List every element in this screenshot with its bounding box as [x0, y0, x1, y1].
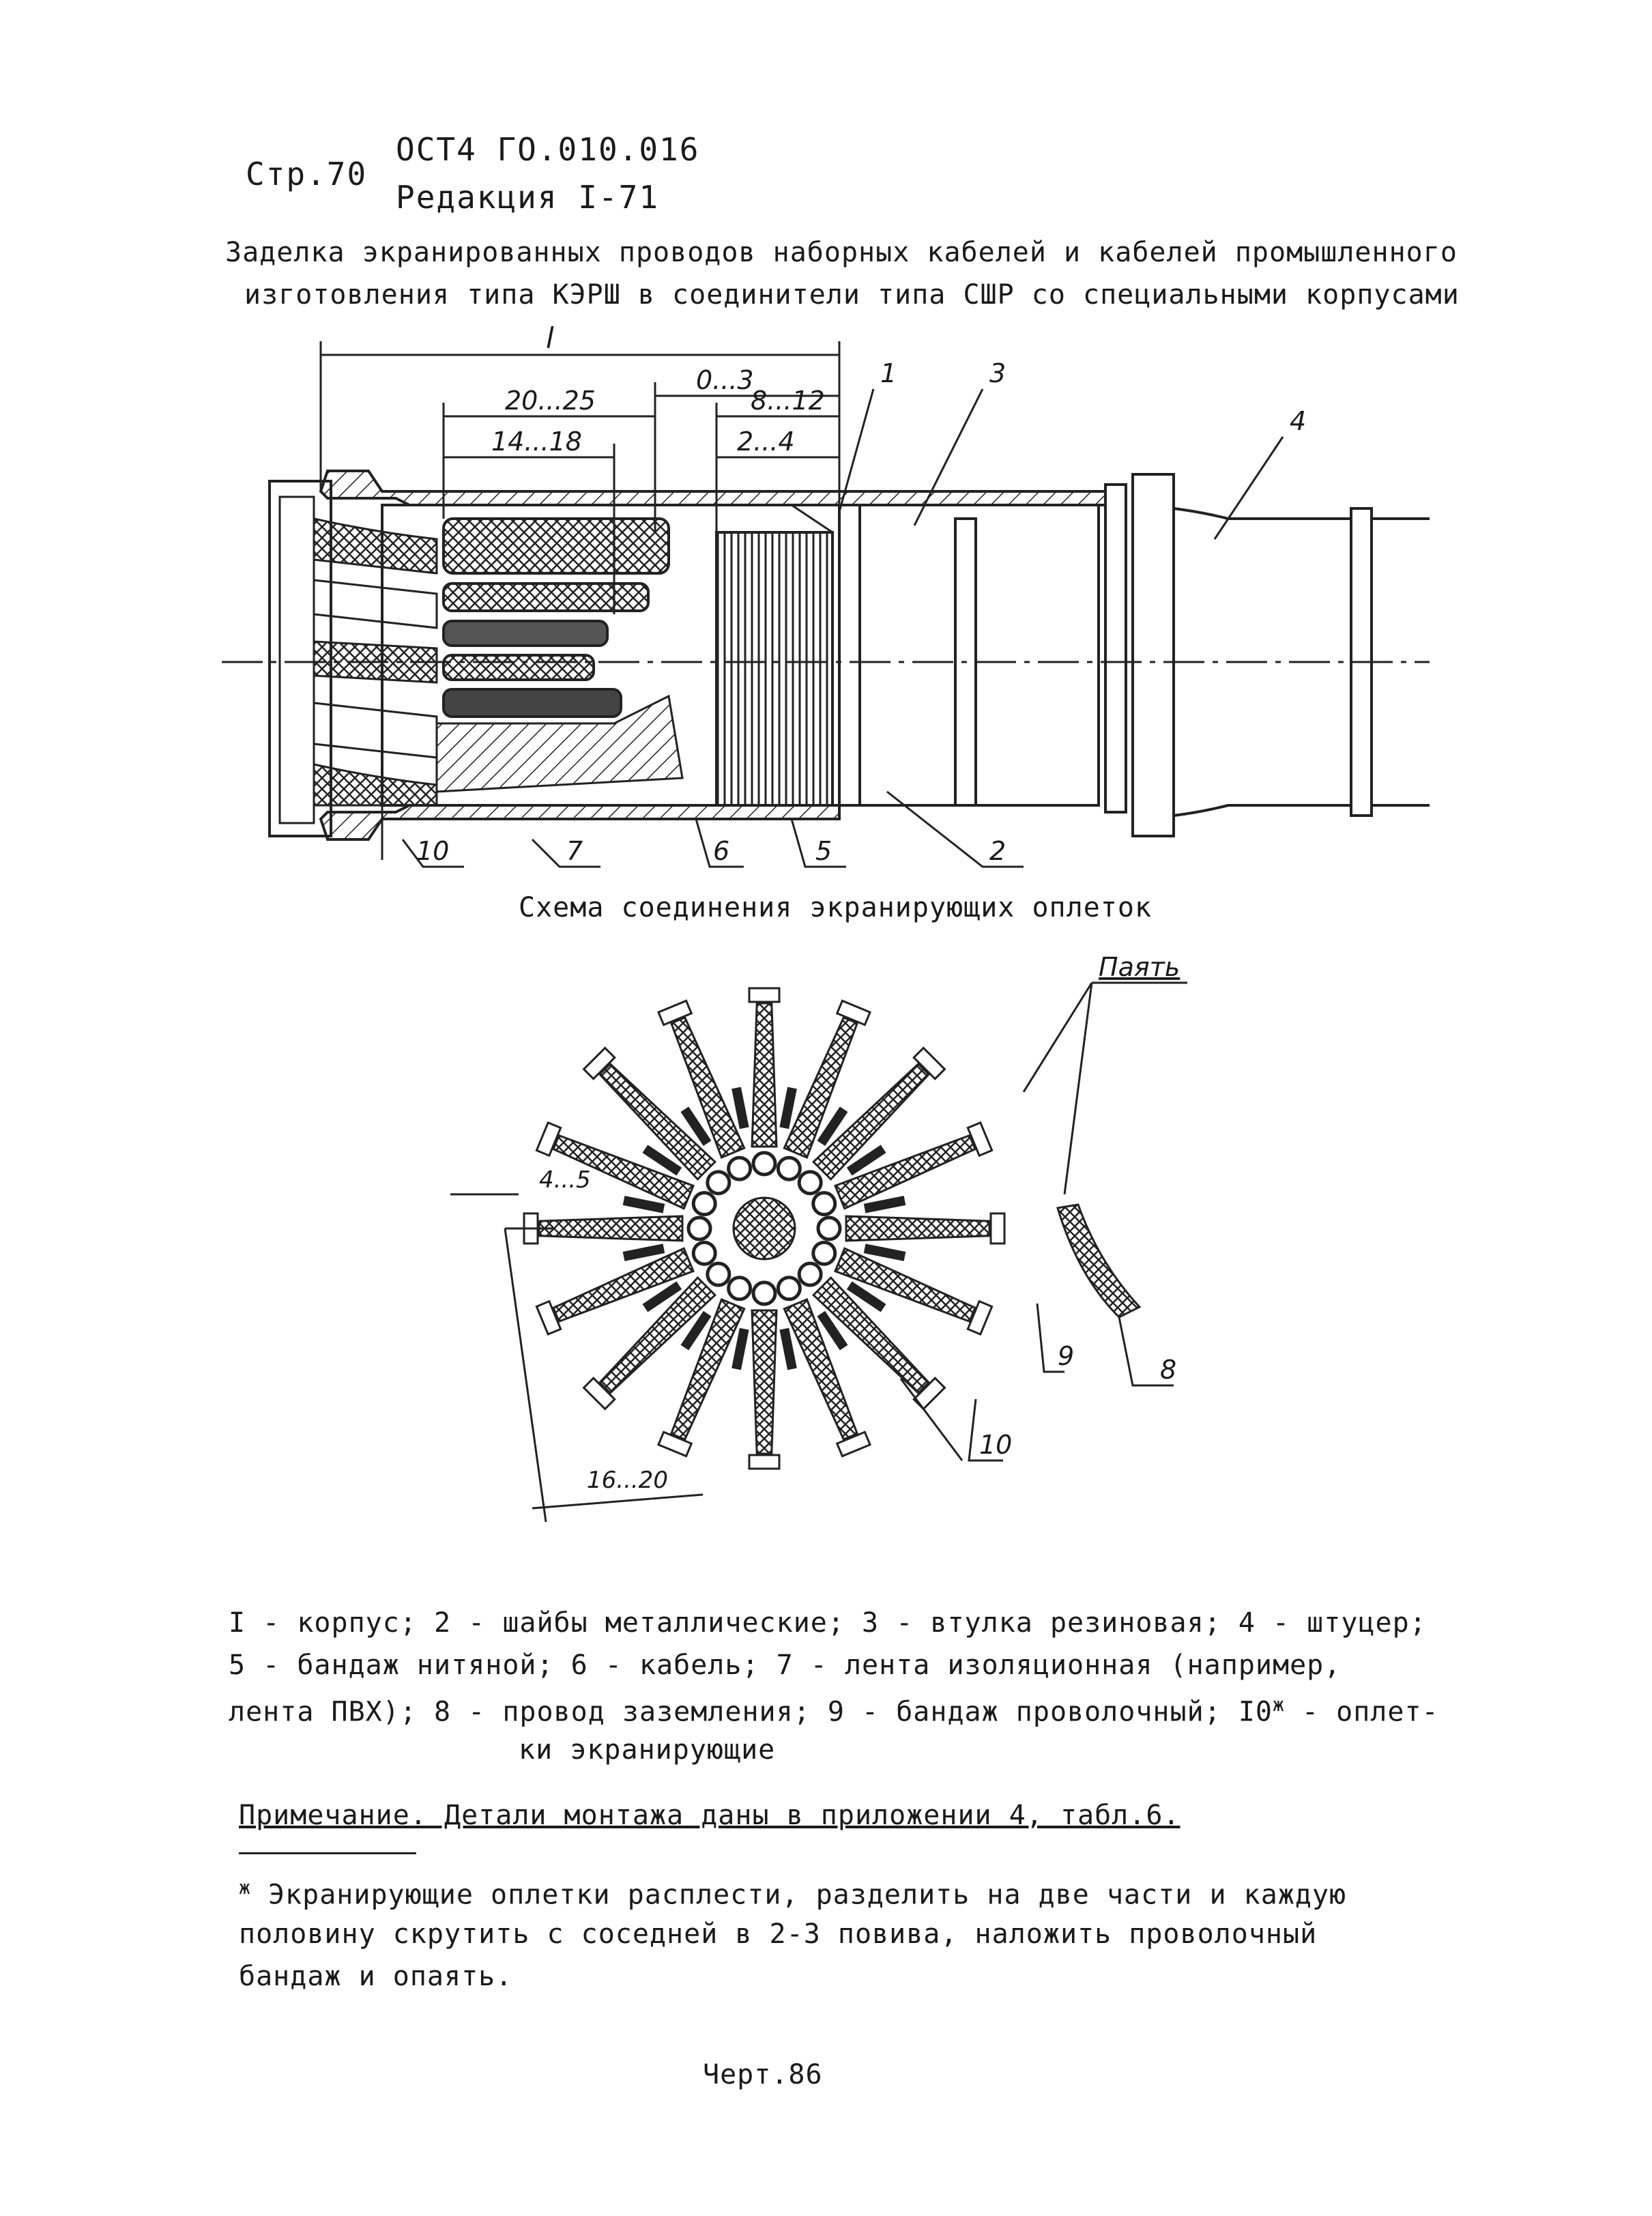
braid-branch [736, 1088, 744, 1128]
braid-branch [865, 1248, 905, 1256]
callout-2: 2 [989, 836, 1006, 866]
dim-b-label: 20...25 [505, 386, 596, 416]
footnote-rule [239, 1852, 416, 1854]
wire-end [813, 1242, 835, 1264]
legend-line-2: 5 - бандаж нитяной; 6 - кабель; 7 - лента изоляционная (например, [229, 1650, 1342, 1681]
connector-section-drawing [0, 314, 1652, 901]
dim-f-label: 4...5 [539, 1166, 591, 1194]
wire-end [689, 1218, 710, 1239]
revision-label: Редакция I-71 [396, 179, 660, 216]
wire-bandage [749, 988, 779, 1002]
legend-line-3-tail: - оплет- [1284, 1696, 1439, 1728]
braid-arm [752, 1310, 777, 1454]
shielded-wires [444, 519, 669, 717]
dim-d-label: 14...18 [491, 427, 582, 457]
wire-bandage [991, 1213, 1004, 1243]
braid-arm [539, 1216, 682, 1241]
callout-4: 4 [1290, 406, 1307, 436]
braid-hub [734, 1198, 795, 1259]
braid-branch [624, 1248, 664, 1256]
dim-e-label: 2...4 [737, 427, 795, 457]
wire-end [753, 1282, 775, 1304]
wire-end [729, 1278, 751, 1299]
wire-end [818, 1218, 840, 1239]
wire-bandage [749, 1455, 779, 1469]
legend-line-4: ки экранирующие [519, 1734, 776, 1766]
legend-line-3 [229, 1693, 1439, 1728]
braid-arm [752, 1003, 777, 1147]
dim-g-label: 16...20 [587, 1467, 668, 1494]
title-line-1: Заделка экранированных проводов наборных кабелей и кабелей промышленного [225, 237, 1458, 268]
note-text: Примечание. Детали монтажа даны в приложении 4, табл.6. [239, 1800, 1180, 1831]
braid-branch [784, 1329, 792, 1369]
solder-label: Паять [1099, 952, 1180, 982]
asterisk-mark: ж [1273, 1693, 1285, 1716]
callout-9: 9 [1058, 1341, 1075, 1371]
callout-10: 10 [416, 836, 450, 866]
wire-end [799, 1263, 821, 1285]
wire-end [799, 1172, 821, 1194]
legend-line-1: I - корпус; 2 - шайбы металлические; 3 - втулка резиновая; 4 - штуцер; [229, 1607, 1427, 1639]
wire-end [778, 1278, 800, 1299]
braid-branch [784, 1088, 792, 1128]
figure-label: Черт.86 [703, 2059, 823, 2090]
callout-3: 3 [989, 358, 1006, 388]
braid-branch [624, 1200, 664, 1209]
wire-end [729, 1157, 751, 1179]
callout-7: 7 [566, 836, 583, 866]
wire-end [708, 1263, 729, 1285]
dim-total-label: l [546, 321, 554, 355]
footnote-mark: ж [239, 1876, 251, 1899]
footnote-line-2: половину скрутить с соседней в 2-3 повива, наложить проволочный [239, 1918, 1318, 1950]
wire-end [708, 1172, 729, 1194]
wire-end [753, 1153, 775, 1175]
standard-code: ОСТ4 ГО.010.016 [396, 131, 700, 168]
callout-5: 5 [815, 836, 832, 866]
scheme-caption: Схема соединения экранирующих оплеток [519, 892, 1153, 923]
callout-8: 8 [1160, 1355, 1177, 1385]
wire-end [813, 1193, 835, 1215]
footnote-line-1 [239, 1876, 1347, 1911]
braid-branch [865, 1200, 905, 1209]
footnote-line-3: бандаж и опаять. [239, 1961, 513, 1992]
dim-c-label: 8...12 [751, 386, 825, 416]
page-number: Стр.70 [246, 156, 368, 192]
legend-line-3-text: лента ПВХ); 8 - провод заземления; 9 - бандаж проволочный; I0 [229, 1696, 1273, 1728]
callout-10b: 10 [979, 1430, 1013, 1460]
braid-arm [846, 1216, 989, 1241]
callout-1: 1 [880, 358, 897, 388]
title-line-2: изготовления типа КЭРШ в соединители типа СШР со специальными корпусами [244, 279, 1460, 311]
dim-a-label: 0...3 [696, 365, 754, 395]
wire-end [693, 1242, 715, 1264]
footnote-line-1-text: Экранирующие оплетки расплести, разделить на две части и каждую [267, 1879, 1347, 1911]
callout-6: 6 [713, 836, 730, 866]
wire-end [778, 1157, 800, 1179]
braid-star [524, 988, 1004, 1469]
wire-end [693, 1193, 715, 1215]
braid-scheme-drawing [0, 935, 1652, 1590]
braid-branch [736, 1329, 744, 1369]
